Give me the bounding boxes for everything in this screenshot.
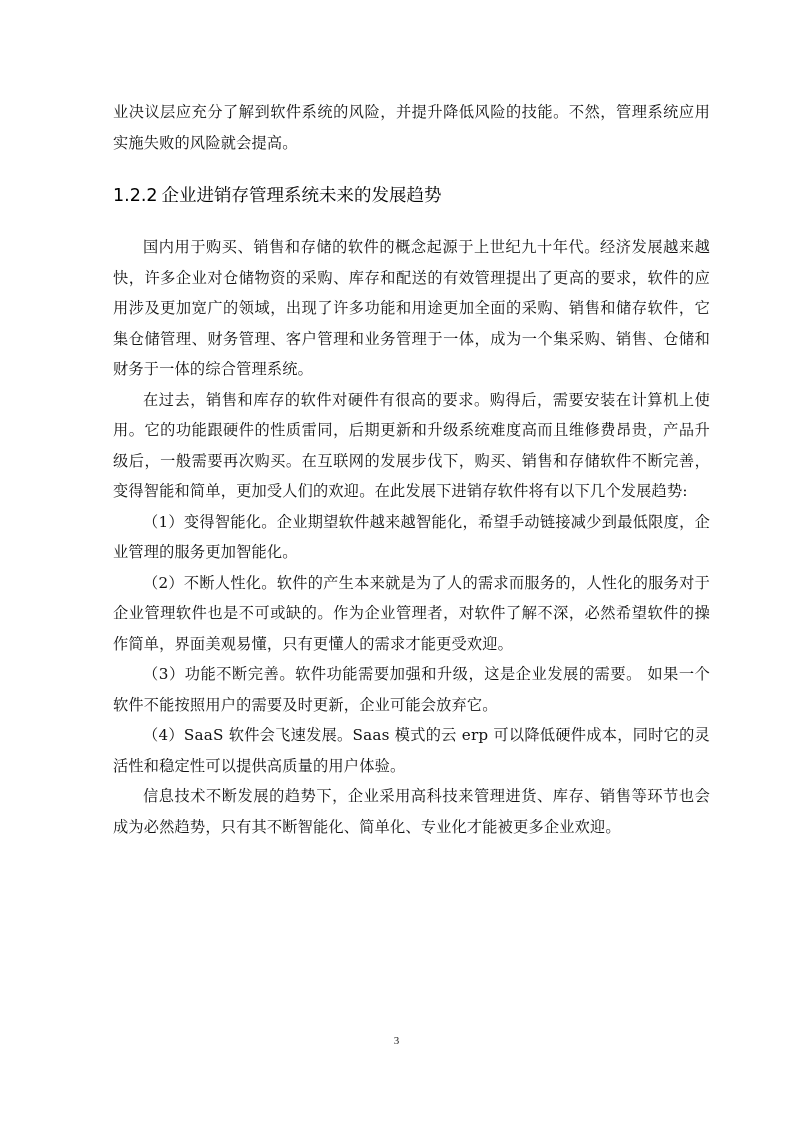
- intro-paragraph: 业决议层应充分了解到软件系统的风险，并提升降低风险的技能。不然，管理系统应用实施失败的风险就会提高。: [113, 103, 710, 152]
- paragraph-trend-3: （3）功能不断完善。软件功能需要加强和升级，这是企业发展的需要。 如果一个软件不能按照用户的需要及时更新，企业可能会放弃它。: [113, 665, 710, 714]
- section-number: 1.2.2: [113, 186, 158, 206]
- section-heading: [113, 182, 710, 210]
- paragraph-conclusion: 信息技术不断发展的趋势下，企业采用高科技来管理进货、库存、销售等环节也会成为必然趋势，只有其不断智能化、简单化、专业化才能被更多企业欢迎。: [113, 787, 710, 836]
- paragraph-trend-1: （1）变得智能化。企业期望软件越来越智能化，希望手动链接减少到最低限度，企业管理的服务更加智能化。: [113, 512, 710, 561]
- paragraph-history: 国内用于购买、销售和存储的软件的概念起源于上世纪九十年代。经济发展越来越快，许多企业对仓储物资的采购、库存和配送的有效管理提出了更高的要求，软件的应用涉及更加宽广的领域，出现了许多功能和用途更加全面的采购、销售和储存软件，它集仓储管理、财务管理、客户管理和业务管理于一体，成为一个集采购、销售、仓储和财务于一体的综合管理系统。: [113, 238, 710, 378]
- paragraph-trend-4: （4）SaaS 软件会飞速发展。Saas 模式的云 erp 可以降低硬件成本，同时它的灵活性和稳定性可以提供高质量的用户体验。: [113, 726, 710, 775]
- page-number: 3: [393, 1035, 400, 1047]
- paragraph-past: 在过去，销售和库存的软件对硬件有很高的要求。购得后，需要安装在计算机上使用。它的功能跟硬件的性质雷同，后期更新和升级系统难度高而且维修费昂贵，产品升级后，一般需要再次购买。在互联网的发展步伐下，购买、销售和存储软件不断完善，变得智能和简单，更加受人们的欢迎。在此发展下进销存软件将有以下几个发展趋势:: [113, 390, 710, 500]
- section-title: 企业进销存管理系统未来的发展趋势: [161, 186, 442, 206]
- page-content: [113, 97, 710, 842]
- paragraph-trend-2: （2）不断人性化。软件的产生本来就是为了人的需求而服务的，人性化的服务对于企业管理软件也是不可或缺的。作为企业管理者，对软件了解不深，必然希望软件的操作简单，界面美观易懂，只有更懂人的需求才能更受欢迎。: [113, 573, 710, 653]
